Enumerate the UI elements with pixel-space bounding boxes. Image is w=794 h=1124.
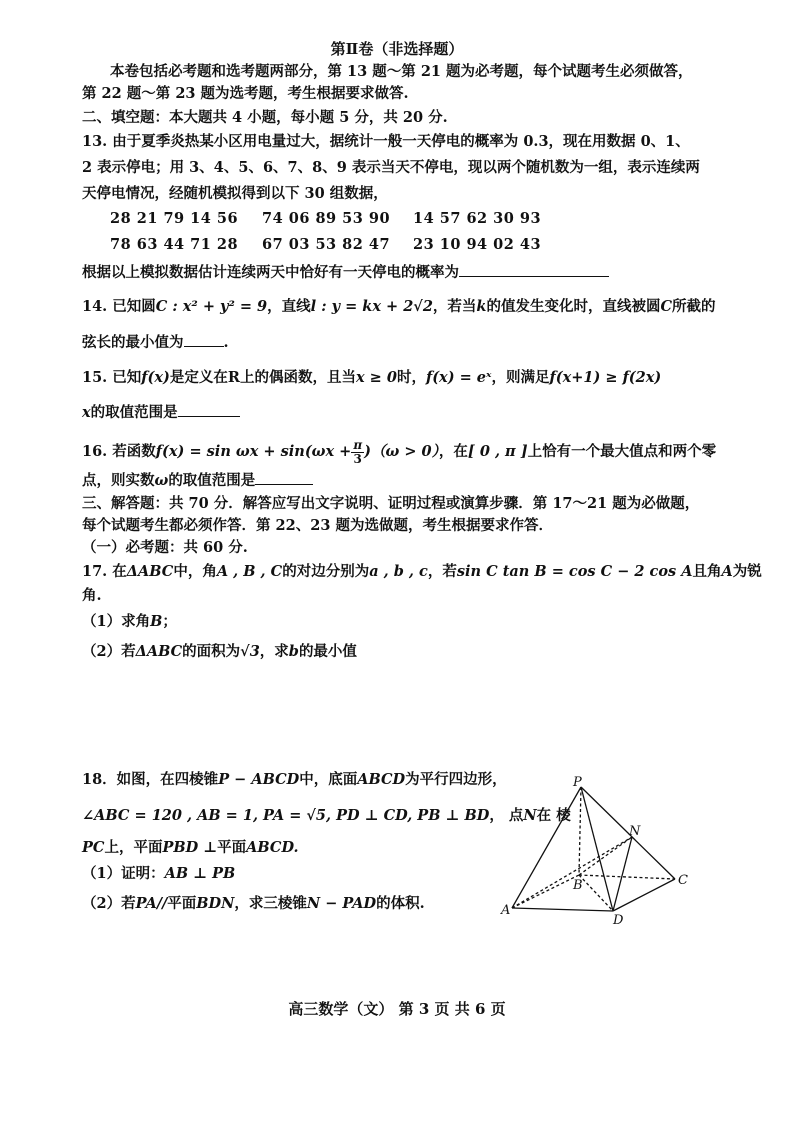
- q16-close: ): [364, 443, 371, 460]
- page-footer: 高三数学（文） 第 3 页 共 6 页: [288, 1000, 506, 1018]
- q15-text-c: 上的偶函数，且当: [239, 369, 356, 386]
- edge-an: [512, 837, 632, 908]
- q17-part-2-val: √3: [240, 643, 260, 660]
- label-p: P: [573, 775, 582, 790]
- q18-text-edge: 在 棱: [536, 807, 571, 824]
- q16-cond: （ω > 0）: [371, 443, 439, 460]
- q17-part-1-end: ；: [162, 613, 177, 630]
- label-d: D: [613, 913, 624, 928]
- q17-part-2-c: ，求: [259, 643, 289, 660]
- q16-answer-blank[interactable]: [255, 470, 313, 485]
- q15-line-2: [82, 402, 734, 423]
- q18-abcd: ABCD.: [246, 839, 299, 856]
- q13-data-r1-c: 14 57 62 30 93: [413, 210, 542, 227]
- q14-line-eq: l : y = kx + 2√2: [310, 298, 433, 315]
- q16-text-c: 上恰有一个最大值点和两个零: [527, 443, 717, 460]
- q17-part-2-d: 的最小值: [298, 643, 357, 660]
- q16-text-b: ，在: [438, 443, 468, 460]
- q16-line-2: [82, 470, 734, 491]
- pyramid-diagram: [495, 775, 710, 930]
- q15-text-e: ，则满足: [491, 369, 550, 386]
- q18-part-1-text: （1）证明：: [82, 865, 165, 882]
- q14-text-b: ，直线: [267, 298, 311, 315]
- q14-text-e: 所截的: [672, 298, 716, 315]
- q15-fx: f(x): [141, 369, 170, 386]
- q17-text-e: 且角: [692, 563, 722, 580]
- q17-line-2: 角.: [82, 587, 102, 604]
- part3-sub: （一）必考题：共 60 分.: [82, 539, 248, 556]
- edge-pb: [579, 787, 581, 875]
- q18-line-3: [82, 838, 474, 858]
- intro-line-2: 第 22 题～第 23 题为选考题，考生根据要求做答.: [82, 85, 409, 102]
- q18-n: N: [523, 807, 537, 824]
- q18-conditions: ∠ABC = 120 , AB = 1, PA = √5, PD ⊥ CD, PB ⊥ BD: [82, 807, 490, 824]
- q18-line-1: [82, 770, 507, 790]
- q18-base: ABCD: [357, 771, 406, 788]
- q16-number: 16.: [82, 443, 108, 460]
- q18-text-plane: 上，平面: [104, 839, 163, 856]
- q18-part-2-a: （2）若: [82, 895, 136, 912]
- q18-part-1: [82, 864, 474, 884]
- q13-line-3: 天停电情况，经随机模拟得到以下 30 组数据，: [82, 185, 388, 202]
- q18-part-1-claim: AB ⊥ PB: [164, 865, 236, 882]
- q14-text-c: ，若当: [432, 298, 477, 315]
- q16-line-2-b: 的取值范围是: [168, 472, 256, 489]
- q13-answer-blank[interactable]: [459, 262, 609, 277]
- q18-part-2-e: ，求三棱锥: [234, 895, 307, 912]
- q17-part-2-bvar: b: [288, 643, 299, 660]
- q13-question-text: 根据以上模拟数据估计连续两天中恰好有一天停电的概率为: [82, 264, 459, 281]
- q15-x: x: [82, 404, 91, 421]
- q14-circle-eq: C : x² + y² = 9: [155, 298, 268, 315]
- q18-part-2-c: 平面: [167, 895, 197, 912]
- q17-part-1-text: （1）求角: [82, 613, 151, 630]
- q16-omega: ω: [154, 472, 169, 489]
- part3-line-2: 每个试题考生都必须作答．第 22、23 题为选做题，考生根据要求作答．: [82, 517, 553, 534]
- q15-text-d: 时，: [396, 369, 426, 386]
- q15-answer-blank[interactable]: [178, 402, 240, 417]
- q13-data-r2-b: 67 03 53 82 47: [262, 236, 391, 253]
- q14-text-a: 已知圆: [112, 298, 156, 315]
- q18-text-c: 为平行四边形，: [405, 771, 507, 788]
- q13-line-1: 13. 由于夏季炎热某小区用电量过大，据统计一般一天停电的概率为 0.3，现在用数据 0、1、: [82, 133, 690, 150]
- q16-fraction: [351, 439, 364, 466]
- q15-text-b: 是定义在: [169, 369, 228, 386]
- q18-pc: PC: [82, 839, 105, 856]
- pyramid-figure: [495, 775, 710, 930]
- q16-line-2-a: 点，则实数: [82, 472, 155, 489]
- q18-text-plane2: 平面: [217, 839, 247, 856]
- q17-sides: a , b , c: [369, 563, 428, 580]
- q15-number: 15.: [82, 369, 108, 386]
- q14-k: k: [476, 298, 487, 315]
- q15-line-2-text: 的取值范围是: [90, 404, 178, 421]
- q17-part-1-b: B: [150, 613, 163, 630]
- q17-part-2-b: 的面积为: [182, 643, 241, 660]
- q14-line-1: [82, 297, 734, 317]
- q14-number: 14.: [82, 298, 108, 315]
- q14-c: C: [660, 298, 673, 315]
- q17-text-b: 中，角: [173, 563, 217, 580]
- q18-text-a: 18．如图，在四棱锥: [82, 771, 219, 788]
- q18-pbd: PBD ⊥: [162, 839, 218, 856]
- q18-text-point: ， 点: [489, 807, 524, 824]
- edge-pc: [581, 787, 675, 879]
- q17-text-d: ，若: [427, 563, 457, 580]
- q16-interval: [ 0 , π ]: [467, 443, 528, 460]
- section-title: 第Ⅱ卷（非选择题）: [330, 40, 464, 58]
- q14-line-2-text: 弦长的最小值为: [82, 334, 184, 351]
- q18-part-2-b: PA//: [135, 895, 168, 912]
- q17-text-c: 的对边分别为: [282, 563, 370, 580]
- q13-data-r1-a: 28 21 79 14 56: [110, 210, 239, 227]
- label-a: A: [501, 903, 511, 918]
- q15-text-a: 已知: [112, 369, 142, 386]
- q14-answer-blank[interactable]: [184, 332, 224, 347]
- q14-line-2: 弦长的最小值为 .: [82, 334, 229, 351]
- q15-r: R: [227, 369, 240, 386]
- q13-data-r2-c: 23 10 94 02 43: [413, 236, 542, 253]
- q15-ineq: f(x+1) ≥ f(2x): [549, 369, 662, 386]
- q15-def: f(x) = eˣ: [425, 369, 492, 386]
- q16-fx: f(x) = sin ωx + sin(ωx +: [155, 443, 352, 460]
- q15-cond: x ≥ 0: [355, 369, 397, 386]
- q18-part-2: [82, 894, 474, 914]
- edge-pd: [581, 787, 613, 911]
- q17-part-1: [82, 612, 734, 632]
- q13-data-r1-b: 74 06 89 53 90: [262, 210, 391, 227]
- q17-a: A: [721, 563, 733, 580]
- q18-part-2-d: BDN: [196, 895, 235, 912]
- label-c: C: [678, 873, 688, 888]
- edge-ad: [512, 908, 613, 911]
- q16-line-1: [82, 436, 734, 468]
- intro-line-1: 本卷包括必考题和选考题两部分，第 13 题～第 21 题为必考题，每个试题考生必须做答，: [110, 63, 693, 80]
- label-n: N: [629, 824, 641, 839]
- q17-part-2-tri: ΔABC: [135, 643, 183, 660]
- part3-line-1: 三、解答题：共 70 分．解答应写出文字说明、证明过程或演算步骤．第 17～21 题为必做题，: [82, 495, 700, 512]
- q17-text-f: 为锐: [732, 563, 762, 580]
- q17-part-2: [82, 642, 734, 662]
- q15-line-1: [82, 368, 734, 388]
- q16-text-a: 若函数: [112, 443, 156, 460]
- label-b: B: [573, 878, 583, 893]
- q17-text-a: 17. 在: [82, 563, 127, 580]
- q13-data-r2-a: 78 63 44 71 28: [110, 236, 239, 253]
- q17-triangle: ΔABC: [126, 563, 174, 580]
- q13-question: [82, 262, 734, 283]
- q18-text-b: 中，底面: [299, 771, 358, 788]
- q17-part-2-a: （2）若: [82, 643, 136, 660]
- q17-angles: A , B , C: [216, 563, 283, 580]
- q17-line-1: [82, 562, 762, 582]
- q14-text-d: 的值发生变化时，直线被圆: [486, 298, 661, 315]
- q17-equation: sin C tan B = cos C − 2 cos A: [456, 563, 693, 580]
- q16-frac-den: 3: [353, 451, 362, 466]
- edge-dc: [613, 879, 675, 911]
- edge-pa: [512, 787, 581, 908]
- part2-heading: 二、填空题：本大题共 4 小题，每小题 5 分，共 20 分.: [82, 109, 448, 126]
- q18-part-2-g: 的体积.: [376, 895, 425, 912]
- q18-pyramid: P − ABCD: [218, 771, 300, 788]
- edge-bc: [579, 875, 675, 879]
- q18-line-2: [82, 806, 571, 826]
- q18-part-2-f: N − PAD: [306, 895, 377, 912]
- q13-line-2: 2 表示停电；用 3、4、5、6、7、8、9 表示当天不停电，现以两个随机数为一组，表示连续两: [82, 159, 700, 176]
- q16-frac-num: π: [353, 437, 363, 452]
